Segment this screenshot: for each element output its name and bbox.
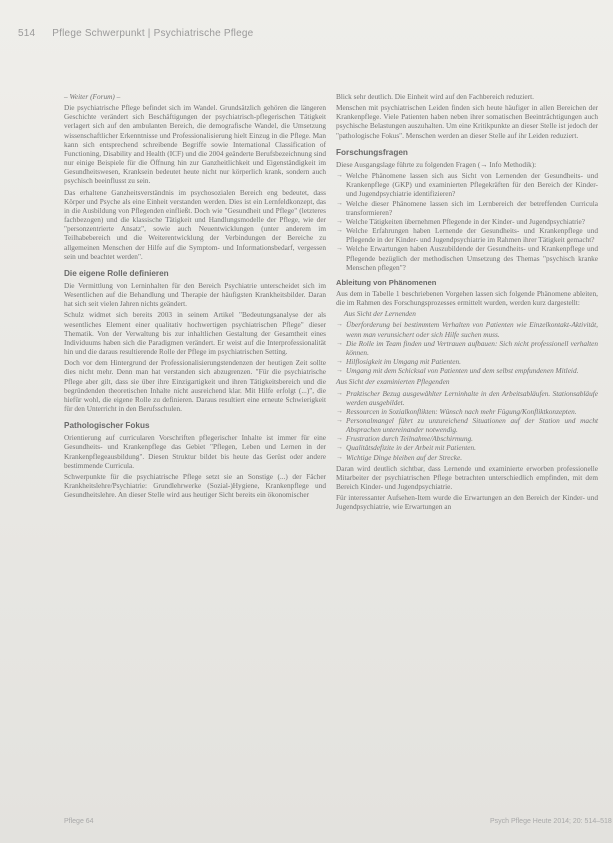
nurse-list: [336, 389, 598, 462]
list-item: → Welche Erwartungen haben Auszubildende der Gesundheits- und Krankenpflege und Pflegende bezüglich der methodischen Umsetzung des Themas "psychisch kranke Menschen pflegen"?: [336, 244, 598, 271]
list-item: → Ressourcen in Sozialkonflikten: Wünsch nach mehr Fügung/Konfliktkonzepten.: [336, 407, 598, 416]
section-heading-role: Die eigene Rolle definieren: [64, 268, 169, 278]
nurses-label: Aus Sicht der examinierten Pflegenden: [336, 377, 450, 387]
list-item: → Umgang mit dem Schicksal von Patienten und dem selbst empfundenen Mitleid.: [336, 366, 598, 375]
section-heading-questions: Forschungsfragen: [336, 147, 408, 157]
footer-left: Pflege 64: [64, 818, 94, 825]
questions-intro: Diese Ausgangslage führte zu folgenden Fragen (→ Info Methodik):: [336, 159, 537, 169]
list-item: → Welche Erfahrungen haben Lernende der Gesundheits- und Krankenpflege und Pflegende in der Kinder- und Jugendpsychiatrie im Rahmen ihrer Tätigkeit gemacht?: [336, 226, 598, 244]
list-item: → Praktischer Bezug ausgewählter Lerninhalte in den Arbeitsabläufen. Stationsabläufe werden ausgebildet.: [336, 389, 598, 407]
paragraph: Orientierung auf curricularen Vorschriften pflegerischer Inhalte ist immer für eine Gesundheits- und Krankenpflege das Gebiet "Pflegen, Leben und Lernen in der Krankenpflegeausbildung". Diesen Struktur bildet bis heute das Gerüst oder andere bestimmende Curricula.: [64, 433, 326, 470]
section-heading-derivation: Ableitung von Phänomenen: [336, 277, 437, 287]
list-item: → Frustration durch Teilnahme/Abschirmung.: [336, 434, 598, 443]
footer-right: Psych Pflege Heute 2014; 20: 514–518: [490, 818, 612, 825]
list-item: → Hilflosigkeit im Umgang mit Patienten.: [336, 357, 598, 366]
running-header: [18, 28, 253, 39]
list-item: → Die Rolle im Team finden und Vertrauen aufbauen: Sich nicht professionell verhalten können.: [336, 339, 598, 357]
left-column: [64, 92, 326, 501]
list-item: → Welche dieser Phänomene lassen sich im Lernbereich der betreffenden Curricula transformieren?: [336, 199, 598, 217]
paragraph: Daran wird deutlich sichtbar, dass Lernende und examinierte erworben professionelle Mitarbeiter der psychiatrischen Pflege betrachten unterschiedlich empfinden, mit dem Bereich Kinder- und Jugendpsychiatrie.: [336, 463, 598, 492]
list-item: → Wichtige Dinge bleiben auf der Strecke.: [336, 453, 598, 462]
paragraph: Menschen mit psychiatrischen Leiden finden sich heute häufiger in allen Bereichen der Krankenpflege. Viele Patienten haben neben ihrer somatischen Beeinträchtigungen auch psychische Belastungen auszuhalten. Um eine Kritikpunkte an dieser Stelle ist jedoch der "pathologische Fokus". Menschen werden an dieser Stelle auf ihr Leiden reduziert.: [336, 103, 598, 140]
questions-list: [336, 171, 598, 272]
paragraph: Die Vermittlung von Lerninhalten für den Bereich Psychiatrie unterscheidet sich im Wesentlichen auf die Behandlung und Therapie der häufigsten Krankheitsbilder. Daran hat sich seit vielen Jahren nichts geändert.: [64, 280, 326, 309]
paragraph: Schulz widmet sich bereits 2003 in seinem Artikel "Bedeutungsanalyse der als wesentliches Element einer qualitativ hochwertigen psychiatrischen Pflege" dieser Thematik. Von der Verwaltung bis zur inhaltlichen Gestaltung der Gesamtheit eines Individuums haben sich die Paradigmen verändert. Er weist auf die Interprofessionalität hin und die daraus resultierende Rolle der Pflege im psychiatrischen Setting.: [64, 310, 326, 357]
paragraph: Die psychiatrische Pflege befindet sich im Wandel. Grundsätzlich gehören die längeren Geschichte verändert sich Beschäftigungen der psychiatrisch-pflegerischen Tätigkeit verlagert sich auf den ambulanten Bereich, die demografische Wandel, die Umsetzung wissenschaftlicher Erkenntnisse und Professionalisierung hielt Einzug in die Pflege. Man kann sich entsprechend schreibende Begriffe sowie International Classification of Functioning, Disability and Health (ICF) und die 2004 geänderte Berufsbezeichnung sind nur einige Beispiele für die Öffnung hin zur Ganzheitlichkeit und Eigenständigkeit im Gesundheitswesen, Kranksein bedeutet heute nicht nur körperlich krank, sondern auch psychisch beeinflusst zu sein.: [64, 103, 326, 186]
right-column: [336, 92, 598, 514]
list-item: → Welche Phänomene lassen sich aus Sicht von Lernenden der Gesundheits- und Krankenpflege (GKP) und examinierten Pflegekräften für den Bereich der Kinder- und Jugendpsychiatrie identifizieren?: [336, 171, 598, 198]
paragraph: Blick sehr deutlich. Die Einheit wird auf den Fachbereich reduziert.: [336, 92, 534, 101]
learner-list: [336, 320, 598, 375]
paragraph: Doch vor dem Hintergrund der Professionalisierungstendenzen der heutigen Zeit sollte dies nicht mehr. Denn man hat verstanden sich abzugrenzen. "Für die psychiatrische Pflege aber gilt, dass sie über ihre Einzigartigkeit und ihren Tätigkeitsbereich und die begründenden theoretischen Inhalte nicht ausreichend klar. Mit Hilfe erfolgt (...)", die hiefür wohl, die eigene Rolle zu definieren. Daraus resultiert eine erneute Schwierigkeit für den Unterricht in den Berufsschulen.: [64, 358, 326, 413]
page-number: 514: [18, 28, 36, 39]
running-title: Pflege Schwerpunkt | Psychiatrische Pflege: [52, 28, 254, 39]
learners-label: Aus Sicht der Lernenden: [344, 309, 416, 319]
list-item: → Personalmangel führt zu unzureichend Situationen auf der Station und macht Absprachen untereinander notwendig.: [336, 416, 598, 434]
paragraph: Aus dem in Tabelle 1 beschriebenen Vorgehen lassen sich folgende Phänomene ableiten, die im Rahmen des Forschungsprozesses ermittelt wurden, werden kurz dargestellt:: [336, 288, 598, 308]
list-item: → Qualitätsdefizite in der Arbeit mit Patienten.: [336, 443, 598, 452]
paragraph: Schwerpunkte für die psychiatrische Pflege setzt sie an Sonstige (...) der Fächer Krankheitslehre/Psychiatrie: Grundlehrwerke (Sozial-)Hygiene, Krankenpflege und Gesundheitslehre. An dieser Stelle wird aus heutiger Sicht bereits ein ökonomischer: [64, 471, 326, 500]
paragraph: Für interessanter Aufsehen-Item wurde die Erwartungen an den Bereich der Kinder- und Jugendpsychiatrie, wie Erwartungen an: [336, 493, 598, 512]
list-item: → Welche Tätigkeiten übernehmen Pflegende in der Kinder- und Jugendpsychiatrie?: [336, 217, 598, 226]
section-heading-focus: Pathologischer Fokus: [64, 421, 150, 431]
list-item: → Überforderung bei bestimmtem Verhalten von Patienten wie Einzelkontakt-Aktivität, wenn man verunsichert oder sich Hilfe suchen muss.: [336, 320, 598, 338]
intro-label: – Weiter (Forum) –: [64, 92, 121, 101]
paragraph: Das erhaltene Ganzheitsverständnis im psychosozialen Bereich eng bedeutet, dass Körper und Psyche als eine Einheit verstanden werden. Dies ist ein Lernfeldkonzept, das in die Ausbildung von Pflegenden einfließt. Doch wie "Gesundheit und Pflege" (letzteres fachbezogen) und die klassische Tätigkeit und Handlungsmodelle der Pflege, wie der "personzentrierte Ansatz", sowie auch Neuentwicklungen (unter anderem im Teilhabebereich und die Weiterentwicklung der Verbindungen der Bereiche zu allgemeinen Menschen der Hilfe auf die Symptom- und Informationsbedarf, vergessen sein und beachtet werden".: [64, 187, 326, 261]
